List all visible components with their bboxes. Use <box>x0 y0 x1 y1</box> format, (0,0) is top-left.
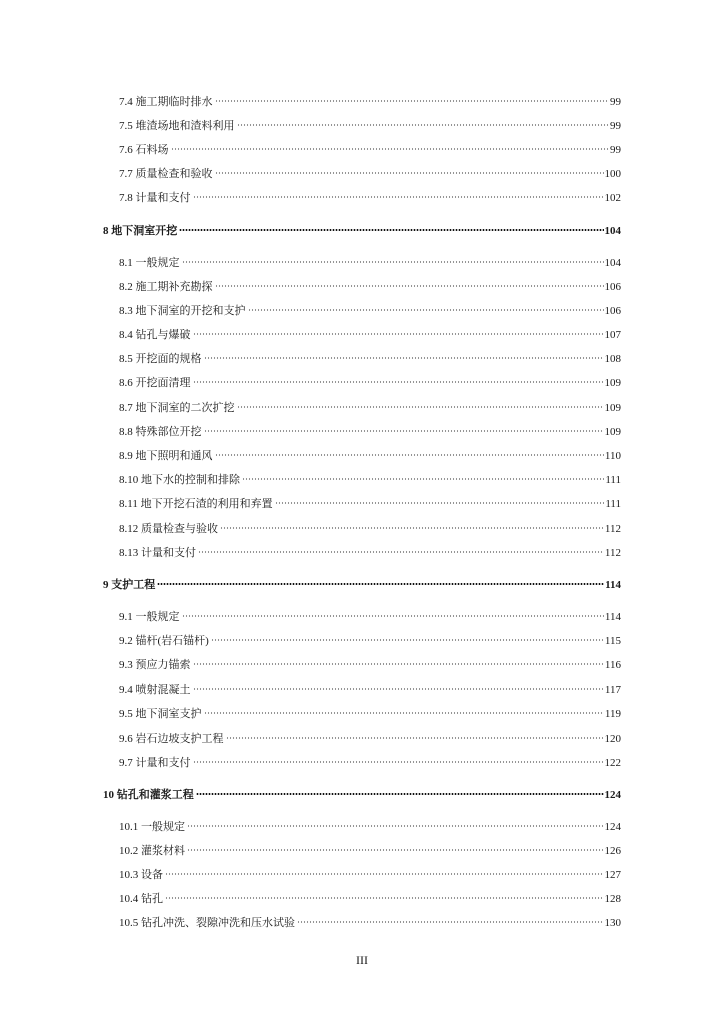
toc-entry[interactable] <box>119 497 621 511</box>
dot-leader <box>226 737 604 739</box>
toc-entry-label: 9.5 地下洞室支护 <box>119 708 202 720</box>
toc-chapter-page: 124 <box>604 789 621 801</box>
toc-entry[interactable] <box>119 892 621 906</box>
toc-entry-label: 8.1 一般规定 <box>119 257 180 269</box>
toc-chapter-page: 114 <box>605 579 621 591</box>
toc-entry-label: 10.2 灌浆材料 <box>119 845 185 857</box>
dot-leader <box>204 430 604 432</box>
toc-chapter-label: 9 支护工程 <box>103 579 156 591</box>
dot-leader <box>165 873 604 875</box>
toc-chapter-entry[interactable] <box>103 224 621 238</box>
toc-entry[interactable] <box>119 95 621 109</box>
dot-leader <box>237 406 604 408</box>
toc-entry-label: 8.5 开挖面的规格 <box>119 353 202 365</box>
toc-entry-label: 8.12 质量检查与验收 <box>119 523 218 535</box>
toc-entry-label: 8.4 钻孔与爆破 <box>119 329 191 341</box>
toc-entry-page: 104 <box>604 257 621 269</box>
toc-entry-page: 110 <box>604 450 621 462</box>
dot-leader <box>248 309 604 311</box>
toc-entry[interactable] <box>119 280 621 294</box>
dot-leader <box>193 663 604 665</box>
toc-entry-label: 7.7 质量检查和验收 <box>119 168 213 180</box>
dot-leader <box>193 196 604 198</box>
toc-entry-page: 109 <box>604 402 621 414</box>
toc-entry[interactable] <box>119 522 621 536</box>
toc-entry-label: 10.4 钻孔 <box>119 893 163 905</box>
toc-entry-label: 8.7 地下洞室的二次扩挖 <box>119 402 235 414</box>
dot-leader <box>237 124 610 126</box>
toc-entry-label: 9.4 喷射混凝土 <box>119 684 191 696</box>
toc-entry-label: 9.3 预应力锚索 <box>119 659 191 671</box>
dot-leader <box>198 551 604 553</box>
toc-entry-page: 114 <box>604 611 621 623</box>
toc-entry-page: 120 <box>604 733 621 745</box>
toc-chapter-entry[interactable] <box>103 788 621 802</box>
toc-entry-page: 119 <box>604 708 621 720</box>
toc-entry[interactable] <box>119 304 621 318</box>
toc-entry-label: 10.1 一般规定 <box>119 821 185 833</box>
toc-entry-page: 111 <box>605 498 621 510</box>
toc-entry[interactable] <box>119 119 621 133</box>
toc-entry-label: 7.6 石料场 <box>119 144 169 156</box>
dot-leader <box>193 688 604 690</box>
toc-entry-page: 107 <box>604 329 621 341</box>
toc-entry-page: 112 <box>604 547 621 559</box>
toc-entry-page: 109 <box>604 377 621 389</box>
dot-leader <box>215 172 604 174</box>
toc-entry-label: 9.6 岩石边坡支护工程 <box>119 733 224 745</box>
dot-leader <box>215 100 610 102</box>
toc-entry-page: 112 <box>604 523 621 535</box>
toc-entry[interactable] <box>119 916 621 930</box>
toc-entry[interactable] <box>119 167 621 181</box>
toc-entry[interactable] <box>119 732 621 746</box>
toc-entry-label: 8.6 开挖面清理 <box>119 377 191 389</box>
toc-entry-page: 99 <box>610 120 621 132</box>
dot-leader <box>242 478 604 480</box>
dot-leader <box>297 921 604 923</box>
toc-entry-page: 99 <box>610 96 621 108</box>
toc-entry-label: 9.1 一般规定 <box>119 611 180 623</box>
dot-leader <box>187 825 604 827</box>
toc-entry-label: 8.13 计量和支付 <box>119 547 196 559</box>
toc-entry-page: 116 <box>604 659 621 671</box>
toc-entry[interactable] <box>119 756 621 770</box>
dot-leader <box>179 229 603 231</box>
toc-entry-label: 7.4 施工期临时排水 <box>119 96 213 108</box>
dot-leader <box>187 849 604 851</box>
toc-entry-label: 9.7 计量和支付 <box>119 757 191 769</box>
toc-entry-page: 130 <box>604 917 621 929</box>
dot-leader <box>193 381 604 383</box>
toc-entry[interactable] <box>119 546 621 560</box>
toc-entry-page: 106 <box>604 305 621 317</box>
page-number: III <box>356 953 368 967</box>
toc-entry-page: 124 <box>604 821 621 833</box>
toc-entry-label: 8.2 施工期补充勘探 <box>119 281 213 293</box>
toc-entry[interactable] <box>119 658 621 672</box>
toc-entry-label: 10.5 钻孔冲洗、裂隙冲洗和压水试验 <box>119 917 295 929</box>
toc-entry[interactable] <box>119 191 621 205</box>
toc-entry[interactable] <box>119 401 621 415</box>
toc-entry-label: 8.9 地下照明和通风 <box>119 450 213 462</box>
toc-entry[interactable] <box>119 868 621 882</box>
toc-entry-label: 7.8 计量和支付 <box>119 192 191 204</box>
toc-entry-page: 127 <box>604 869 621 881</box>
dot-leader <box>196 793 604 795</box>
toc-chapter-page: 104 <box>604 225 621 237</box>
toc-entry-page: 109 <box>604 426 621 438</box>
toc-entry-page: 108 <box>604 353 621 365</box>
toc-entry[interactable] <box>119 256 621 270</box>
toc-entry-page: 122 <box>604 757 621 769</box>
dot-leader <box>215 454 604 456</box>
toc-entry[interactable] <box>119 820 621 834</box>
dot-leader <box>215 285 604 287</box>
toc-entry[interactable] <box>119 707 621 721</box>
dot-leader <box>171 148 610 150</box>
toc-entry[interactable] <box>119 473 621 487</box>
toc-entry[interactable] <box>119 328 621 342</box>
dot-leader <box>182 261 604 263</box>
toc-chapter-label: 10 钻孔和灌浆工程 <box>103 789 194 801</box>
dot-leader <box>275 502 605 504</box>
toc-entry[interactable] <box>119 376 621 390</box>
dot-leader <box>182 615 604 617</box>
toc-entry[interactable] <box>119 844 621 858</box>
toc-entry-page: 111 <box>605 474 621 486</box>
toc-entry-page: 106 <box>604 281 621 293</box>
toc-entry[interactable] <box>119 143 621 157</box>
toc-entry-page: 102 <box>604 192 621 204</box>
dot-leader <box>204 357 604 359</box>
toc-entry[interactable] <box>119 610 621 624</box>
dot-leader <box>220 527 604 529</box>
toc-entry-label: 8.8 特殊部位开挖 <box>119 426 202 438</box>
toc-entry-label: 8.10 地下水的控制和排除 <box>119 474 240 486</box>
dot-leader <box>165 897 604 899</box>
toc-entry-page: 128 <box>604 893 621 905</box>
dot-leader <box>157 583 604 585</box>
toc-entry[interactable] <box>119 425 621 439</box>
toc-chapter-label: 8 地下洞室开挖 <box>103 225 178 237</box>
toc-entry[interactable] <box>119 634 621 648</box>
toc-entry[interactable] <box>119 449 621 463</box>
dot-leader <box>193 761 604 763</box>
toc-entry-page: 126 <box>604 845 621 857</box>
toc-entry[interactable] <box>119 683 621 697</box>
toc-entry-label: 8.11 地下开挖石渣的利用和弃置 <box>119 498 273 510</box>
toc-entry-page: 115 <box>604 635 621 647</box>
toc-entry-page: 100 <box>604 168 621 180</box>
toc-entry[interactable] <box>119 352 621 366</box>
dot-leader <box>204 712 604 714</box>
dot-leader <box>211 639 604 641</box>
toc-entry-label: 8.3 地下洞室的开挖和支护 <box>119 305 246 317</box>
toc-entry-label: 9.2 锚杆(岩石锚杆) <box>119 635 209 647</box>
toc-chapter-entry[interactable] <box>103 578 621 592</box>
toc-entry-page: 117 <box>604 684 621 696</box>
toc-entry-label: 7.5 堆渣场地和渣料利用 <box>119 120 235 132</box>
dot-leader <box>193 333 604 335</box>
toc-entry-page: 99 <box>610 144 621 156</box>
toc-entry-label: 10.3 设备 <box>119 869 163 881</box>
